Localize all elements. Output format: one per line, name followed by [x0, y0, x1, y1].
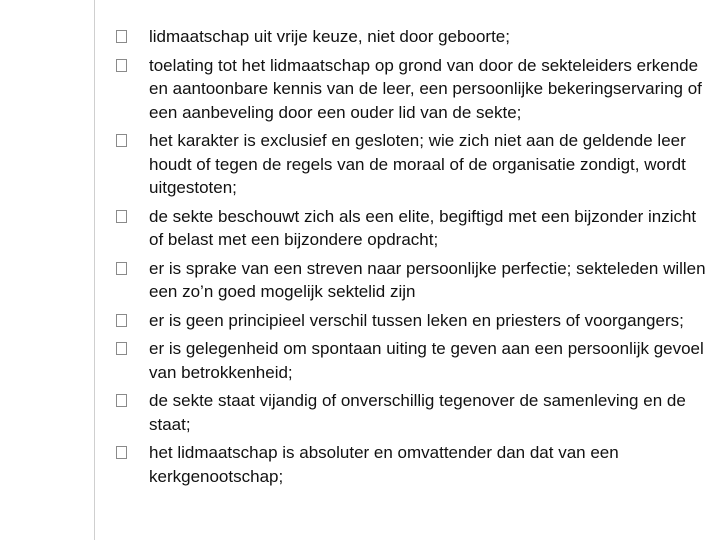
bullet-box-icon [116, 134, 127, 147]
list-item [116, 54, 706, 125]
list-item-text: het karakter is exclusief en gesloten; wie zich niet aan de geldende leer houdt of tegen de regels van de moraal of de organisatie zondigt, wordt uitgestoten; [149, 131, 686, 197]
list-item-text: toelating tot het lidmaatschap op grond van door de sekteleiders erkende en aantoonbare kennis van de leer, een persoonlijke bekeringservaring of een aanbeveling door een ouder lid van de sekte; [149, 55, 702, 122]
list-item-text: lidmaatschap uit vrije keuze, niet door geboorte; [149, 27, 510, 46]
list-item [116, 205, 706, 252]
list-item [116, 257, 706, 304]
list-item [116, 441, 706, 488]
bullet-box-icon [116, 394, 127, 407]
list-item [116, 25, 706, 49]
bullet-box-icon [116, 446, 127, 459]
bullet-list [116, 25, 706, 493]
list-item-text: het lidmaatschap is absoluter en omvattender dan dat van een kerkgenootschap; [149, 443, 619, 486]
list-item [116, 337, 706, 384]
list-item [116, 389, 706, 436]
bullet-box-icon [116, 262, 127, 275]
vertical-divider [94, 0, 95, 540]
list-item-text: de sekte staat vijandig of onverschillig tegenover de samenleving en de staat; [149, 391, 686, 434]
list-item-text: de sekte beschouwt zich als een elite, begiftigd met een bijzonder inzicht of belast met een bijzondere opdracht; [149, 206, 697, 249]
bullet-box-icon [116, 210, 127, 223]
bullet-box-icon [116, 314, 127, 327]
bullet-box-icon [116, 342, 127, 355]
bullet-box-icon [116, 59, 127, 72]
bullet-box-icon [116, 30, 127, 43]
list-item [116, 309, 706, 333]
list-item-text: er is geen principieel verschil tussen leken en priesters of voorgangers; [149, 310, 684, 330]
list-item [116, 129, 706, 200]
list-item-text: er is sprake van een streven naar persoonlijke perfectie; sekteleden willen een zo’n goed mogelijk sektelid zijn [149, 258, 706, 301]
list-item-text: er is gelegenheid om spontaan uiting te geven aan een persoonlijk gevoel van betrokkenheid; [149, 339, 704, 382]
